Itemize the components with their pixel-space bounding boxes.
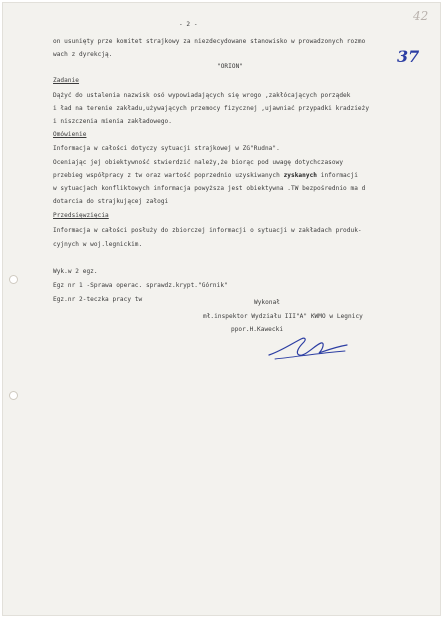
heading-omowienie: Omówienie: [53, 131, 87, 138]
archive-page-number: 42: [413, 9, 429, 23]
text-line-with-correction: [53, 172, 358, 179]
text-line: Oceniając jej obiektywność stwierdzić należy,że biorąc pod uwagę dotychczasowy: [53, 159, 344, 166]
text-line: Informacja w całości dotyczy sytuacji strajkowej w ZG"Rudna".: [53, 145, 280, 152]
document-page: [2, 2, 441, 616]
text-line: w sytuacjach konfliktowych informacja powyższa jest obiektywna .TW bezpośrednio ma d: [53, 185, 366, 192]
signature-label: Wykonał: [254, 299, 281, 306]
text-line: Informacja w całości posłuży do zbiorczej informacji o sytuacji w zakładach produk-: [53, 227, 362, 234]
codename: "ORION": [217, 63, 244, 70]
heading-przedsiewziecia: Przedsięwzięcia: [53, 212, 109, 219]
text-line: cyjnych w woj.legnickim.: [53, 241, 143, 248]
text-line: i ład na terenie zakładu,używających przemocy fizycznej ,ujawniać przypadki kradzieży: [53, 105, 370, 112]
handwritten-signature: [265, 331, 351, 363]
heading-zadanie: Zadanie: [53, 77, 80, 84]
handwritten-page-number: 37: [397, 47, 420, 66]
text-line: dotarcia do strajkującej załogi: [53, 198, 169, 205]
distribution-line: Egz.nr 2-teczka pracy tw: [53, 296, 143, 303]
punch-hole-lower: [9, 391, 18, 400]
text-line: i niszczenia mienia zakładowego.: [53, 118, 172, 125]
distribution-line: Egz nr 1 -Sprawa operac. sprawdz.krypt."Górnik": [53, 282, 228, 289]
page-number: - 2 -: [179, 21, 198, 28]
struck-word: zyskanych: [283, 172, 318, 179]
text-line: wach z dyrekcją.: [53, 51, 113, 58]
text-segment: przebieg współpracy z tw oraz wartość poprzednio uzyskiwanych: [53, 172, 284, 179]
signature-rank: mł.inspektor Wydziału III"A" KWMO w Legnicy: [203, 313, 363, 320]
text-line: on usunięty prze komitet strajkowy za niezdecydowane stanowisko w prowadzonych rozmo: [53, 38, 366, 45]
punch-hole-upper: [9, 275, 18, 284]
text-line: Dążyć do ustalenia nazwisk osó wypowiadających się wrogo ,zakłócających porządek: [53, 92, 351, 99]
text-segment: informacji: [317, 172, 358, 179]
distribution-line: Wyk.w 2 egz.: [53, 268, 98, 275]
signature-name: ppor.H.Kawecki: [231, 326, 284, 333]
